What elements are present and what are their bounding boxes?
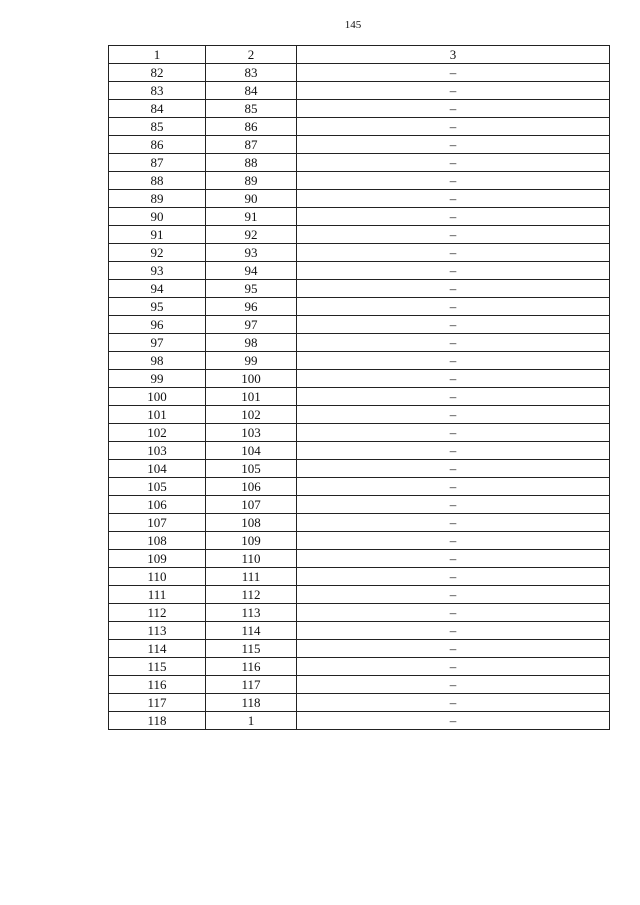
table-row — [109, 316, 610, 334]
cell-col-2: 110 — [206, 550, 297, 568]
table-row — [109, 190, 610, 208]
table-row — [109, 388, 610, 406]
cell-col-3: – — [297, 676, 610, 694]
cell-col-3: – — [297, 262, 610, 280]
cell-col-2: 95 — [206, 280, 297, 298]
cell-col-3: – — [297, 424, 610, 442]
column-header-2: 2 — [206, 46, 297, 64]
cell-col-3: – — [297, 316, 610, 334]
cell-col-1: 101 — [109, 406, 206, 424]
cell-col-3: – — [297, 712, 610, 730]
table-row — [109, 82, 610, 100]
cell-col-1: 116 — [109, 676, 206, 694]
cell-col-2: 101 — [206, 388, 297, 406]
table-row — [109, 712, 610, 730]
table-row — [109, 208, 610, 226]
cell-col-3: – — [297, 334, 610, 352]
cell-col-1: 93 — [109, 262, 206, 280]
cell-col-1: 91 — [109, 226, 206, 244]
cell-col-1: 103 — [109, 442, 206, 460]
cell-col-2: 111 — [206, 568, 297, 586]
cell-col-3: – — [297, 118, 610, 136]
cell-col-3: – — [297, 298, 610, 316]
table-row — [109, 118, 610, 136]
cell-col-2: 103 — [206, 424, 297, 442]
cell-col-1: 92 — [109, 244, 206, 262]
cell-col-1: 85 — [109, 118, 206, 136]
table-row — [109, 172, 610, 190]
table-row — [109, 100, 610, 118]
cell-col-2: 99 — [206, 352, 297, 370]
cell-col-3: – — [297, 154, 610, 172]
cell-col-2: 112 — [206, 586, 297, 604]
cell-col-2: 115 — [206, 640, 297, 658]
table-row — [109, 532, 610, 550]
table-row — [109, 460, 610, 478]
cell-col-2: 106 — [206, 478, 297, 496]
cell-col-1: 115 — [109, 658, 206, 676]
table-row — [109, 622, 610, 640]
cell-col-2: 96 — [206, 298, 297, 316]
table-row — [109, 280, 610, 298]
cell-col-1: 95 — [109, 298, 206, 316]
table-header-row — [109, 46, 610, 64]
cell-col-2: 102 — [206, 406, 297, 424]
cell-col-1: 100 — [109, 388, 206, 406]
cell-col-2: 105 — [206, 460, 297, 478]
cell-col-3: – — [297, 694, 610, 712]
cell-col-1: 86 — [109, 136, 206, 154]
cell-col-3: – — [297, 550, 610, 568]
table-row — [109, 550, 610, 568]
cell-col-1: 98 — [109, 352, 206, 370]
cell-col-1: 108 — [109, 532, 206, 550]
table-row — [109, 478, 610, 496]
cell-col-3: – — [297, 208, 610, 226]
cell-col-3: – — [297, 64, 610, 82]
cell-col-1: 114 — [109, 640, 206, 658]
cell-col-1: 99 — [109, 370, 206, 388]
cell-col-1: 112 — [109, 604, 206, 622]
cell-col-1: 107 — [109, 514, 206, 532]
cell-col-3: – — [297, 532, 610, 550]
cell-col-1: 83 — [109, 82, 206, 100]
cell-col-1: 110 — [109, 568, 206, 586]
cell-col-3: – — [297, 514, 610, 532]
cell-col-1: 87 — [109, 154, 206, 172]
cell-col-3: – — [297, 82, 610, 100]
cell-col-1: 104 — [109, 460, 206, 478]
cell-col-3: – — [297, 244, 610, 262]
table-row — [109, 64, 610, 82]
table-row — [109, 496, 610, 514]
column-header-3: 3 — [297, 46, 610, 64]
cell-col-2: 92 — [206, 226, 297, 244]
cell-col-1: 97 — [109, 334, 206, 352]
cell-col-2: 87 — [206, 136, 297, 154]
cell-col-3: – — [297, 370, 610, 388]
cell-col-2: 1 — [206, 712, 297, 730]
cell-col-2: 114 — [206, 622, 297, 640]
cell-col-3: – — [297, 406, 610, 424]
cell-col-3: – — [297, 100, 610, 118]
cell-col-2: 94 — [206, 262, 297, 280]
cell-col-3: – — [297, 496, 610, 514]
cell-col-3: – — [297, 352, 610, 370]
cell-col-2: 107 — [206, 496, 297, 514]
cell-col-2: 108 — [206, 514, 297, 532]
table-row — [109, 370, 610, 388]
cell-col-2: 117 — [206, 676, 297, 694]
cell-col-3: – — [297, 622, 610, 640]
cell-col-3: – — [297, 478, 610, 496]
cell-col-2: 86 — [206, 118, 297, 136]
cell-col-3: – — [297, 604, 610, 622]
cell-col-1: 105 — [109, 478, 206, 496]
table-row — [109, 262, 610, 280]
cell-col-3: – — [297, 172, 610, 190]
table-row — [109, 406, 610, 424]
table-row — [109, 226, 610, 244]
cell-col-1: 106 — [109, 496, 206, 514]
cell-col-2: 85 — [206, 100, 297, 118]
cell-col-1: 89 — [109, 190, 206, 208]
cell-col-2: 93 — [206, 244, 297, 262]
table-row — [109, 424, 610, 442]
table-row — [109, 568, 610, 586]
cell-col-3: – — [297, 640, 610, 658]
cell-col-2: 90 — [206, 190, 297, 208]
cell-col-1: 94 — [109, 280, 206, 298]
cell-col-1: 102 — [109, 424, 206, 442]
table-row — [109, 154, 610, 172]
cell-col-3: – — [297, 190, 610, 208]
cell-col-1: 113 — [109, 622, 206, 640]
cell-col-2: 83 — [206, 64, 297, 82]
table-row — [109, 298, 610, 316]
cell-col-2: 88 — [206, 154, 297, 172]
cell-col-3: – — [297, 586, 610, 604]
page-number: 145 — [344, 19, 362, 31]
cell-col-2: 116 — [206, 658, 297, 676]
data-table — [108, 45, 610, 730]
cell-col-3: – — [297, 568, 610, 586]
table-row — [109, 334, 610, 352]
cell-col-2: 104 — [206, 442, 297, 460]
table-row — [109, 352, 610, 370]
table-row — [109, 514, 610, 532]
cell-col-1: 109 — [109, 550, 206, 568]
cell-col-2: 84 — [206, 82, 297, 100]
cell-col-3: – — [297, 136, 610, 154]
cell-col-1: 117 — [109, 694, 206, 712]
table-row — [109, 676, 610, 694]
table-row — [109, 244, 610, 262]
cell-col-3: – — [297, 460, 610, 478]
cell-col-3: – — [297, 226, 610, 244]
cell-col-2: 109 — [206, 532, 297, 550]
table-row — [109, 586, 610, 604]
cell-col-2: 91 — [206, 208, 297, 226]
table-row — [109, 136, 610, 154]
column-header-1: 1 — [109, 46, 206, 64]
cell-col-1: 118 — [109, 712, 206, 730]
table-row — [109, 640, 610, 658]
table-row — [109, 604, 610, 622]
cell-col-1: 88 — [109, 172, 206, 190]
cell-col-3: – — [297, 388, 610, 406]
cell-col-1: 111 — [109, 586, 206, 604]
cell-col-1: 96 — [109, 316, 206, 334]
cell-col-2: 98 — [206, 334, 297, 352]
cell-col-2: 118 — [206, 694, 297, 712]
table-row — [109, 694, 610, 712]
table-row — [109, 442, 610, 460]
cell-col-2: 89 — [206, 172, 297, 190]
cell-col-1: 90 — [109, 208, 206, 226]
cell-col-3: – — [297, 658, 610, 676]
table-body — [109, 64, 610, 730]
cell-col-1: 84 — [109, 100, 206, 118]
cell-col-2: 97 — [206, 316, 297, 334]
cell-col-3: – — [297, 280, 610, 298]
cell-col-2: 113 — [206, 604, 297, 622]
table-row — [109, 658, 610, 676]
cell-col-1: 82 — [109, 64, 206, 82]
cell-col-2: 100 — [206, 370, 297, 388]
cell-col-3: – — [297, 442, 610, 460]
